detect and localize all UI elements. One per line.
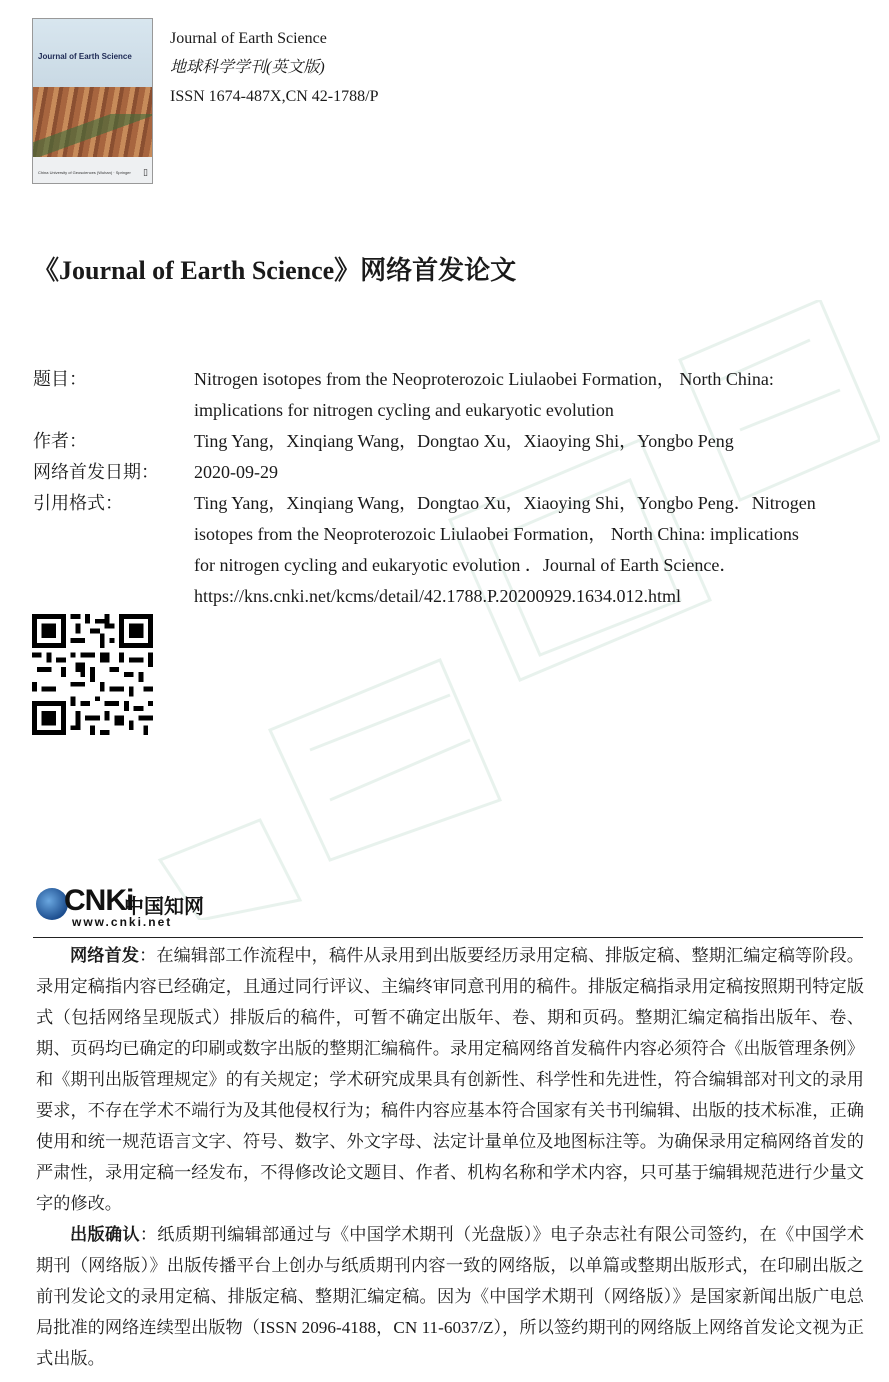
notice-confirm-label: 出版确认 [70, 1225, 140, 1244]
notice-online-first-text: ：在编辑部工作流程中，稿件从录用到出版要经历录用定稿、排版定稿、整期汇编定稿等阶段。录用定稿指内容已经确定，且通过同行评议、主编终审同意刊用的稿件。排版定稿指录用定稿按照期刊特定版式（包括网络呈现版式）排版后的稿件，可暂不确定出版年、卷、期和页码。整期汇编定稿指出版年、卷、期、页码均已确定的印刷或数字出版的整期汇编稿件。录用定稿网络首发稿件内容必须符合《出版管理条例》和《期刊出版管理规定》的有关规定；学术研究成果具有创新性、科学性和先进性，符合编辑部对刊文的录用要求，不存在学术不端行为及其他侵权行为；稿件内容应基本符合国家有关书刊编辑、出版的技术标准，正确使用和统一规范语言文字、符号、数字、外文字母、法定计量单位及地图标注等。为确保录用定稿网络首发的严肃性，录用定稿一经发布，不得修改论文题目、作者、机构名称和学术内容，只可基于编辑规范进行少量文字的修改。 [36, 946, 864, 1213]
journal-info [170, 24, 378, 111]
notice-online-first-label: 网络首发 [70, 946, 140, 965]
publisher-logo-icon: ▯ [143, 167, 148, 177]
publication-notice [36, 940, 864, 1374]
authors: Ting Yang，Xinqiang Wang，Dongtao Xu，Xiaoying Shi，Yongbo Peng [194, 431, 734, 451]
cover-publisher: China University of Geosciences (Wuhan) · Springer [38, 170, 131, 175]
notice-confirm-text: ：纸质期刊编辑部通过与《中国学术期刊（光盘版）》电子杂志社有限公司签约，在《中国学术期刊（网络版）》出版传播平台上创办与纸质期刊内容一致的网络版，以单篇或整期出版形式，在印刷出版之前刊发论文的录用定稿、排版定稿、整期汇编定稿。因为《中国学术期刊（网络版）》是国家新闻出版广电总局批准的网络连续型出版物（ISSN 2096-4188，CN 11-6037/Z），所以签约期刊的网络版上网络首发论文视为正式出版。 [36, 1225, 864, 1368]
qr-code [32, 614, 153, 735]
article-metadata [33, 364, 863, 612]
journal-name-en: Journal of Earth Science [170, 30, 327, 47]
author-label: 作者： [33, 431, 87, 451]
citation-url[interactable]: https://kns.cnki.net/kcms/detail/42.1788.P.20200929.1634.012.html [194, 586, 681, 606]
publish-date: 2020-09-29 [194, 462, 278, 482]
citation-line2: isotopes from the Neoproterozoic Liulaobei Formation， North China: implications [194, 524, 799, 544]
citation-line3: for nitrogen cycling and eukaryotic evolution ．Journal of Earth Science． [194, 555, 738, 575]
cnki-wordmark: CNKi [64, 884, 134, 917]
title-label: 题目： [33, 369, 87, 389]
article-title-line2: implications for nitrogen cycling and eukaryotic evolution [194, 400, 614, 420]
notice-online-first [36, 940, 864, 1219]
citation-label: 引用格式： [33, 493, 123, 513]
page-title: 《Journal of Earth Science》网络首发论文 [33, 256, 517, 285]
journal-name-cn: 地球科学学刊(英文版) [170, 59, 325, 76]
notice-publication-confirm [36, 1219, 864, 1374]
date-label: 网络首发日期： [33, 462, 159, 482]
divider [33, 937, 863, 938]
article-title-line1: Nitrogen isotopes from the Neoproterozoic Liulaobei Formation， North China: [194, 369, 774, 389]
cnki-chinese-name: 中国知网 [124, 896, 204, 918]
journal-issn: ISSN 1674-487X,CN 42-1788/P [170, 88, 379, 105]
citation-line1: Ting Yang，Xinqiang Wang，Dongtao Xu，Xiaoying Shi，Yongbo Peng．Nitrogen [194, 493, 816, 513]
journal-cover-image [32, 18, 153, 184]
cnki-logo [36, 884, 206, 930]
cover-title: Journal of Earth Science [38, 52, 132, 61]
cnki-url[interactable]: www.cnki.net [72, 915, 173, 929]
